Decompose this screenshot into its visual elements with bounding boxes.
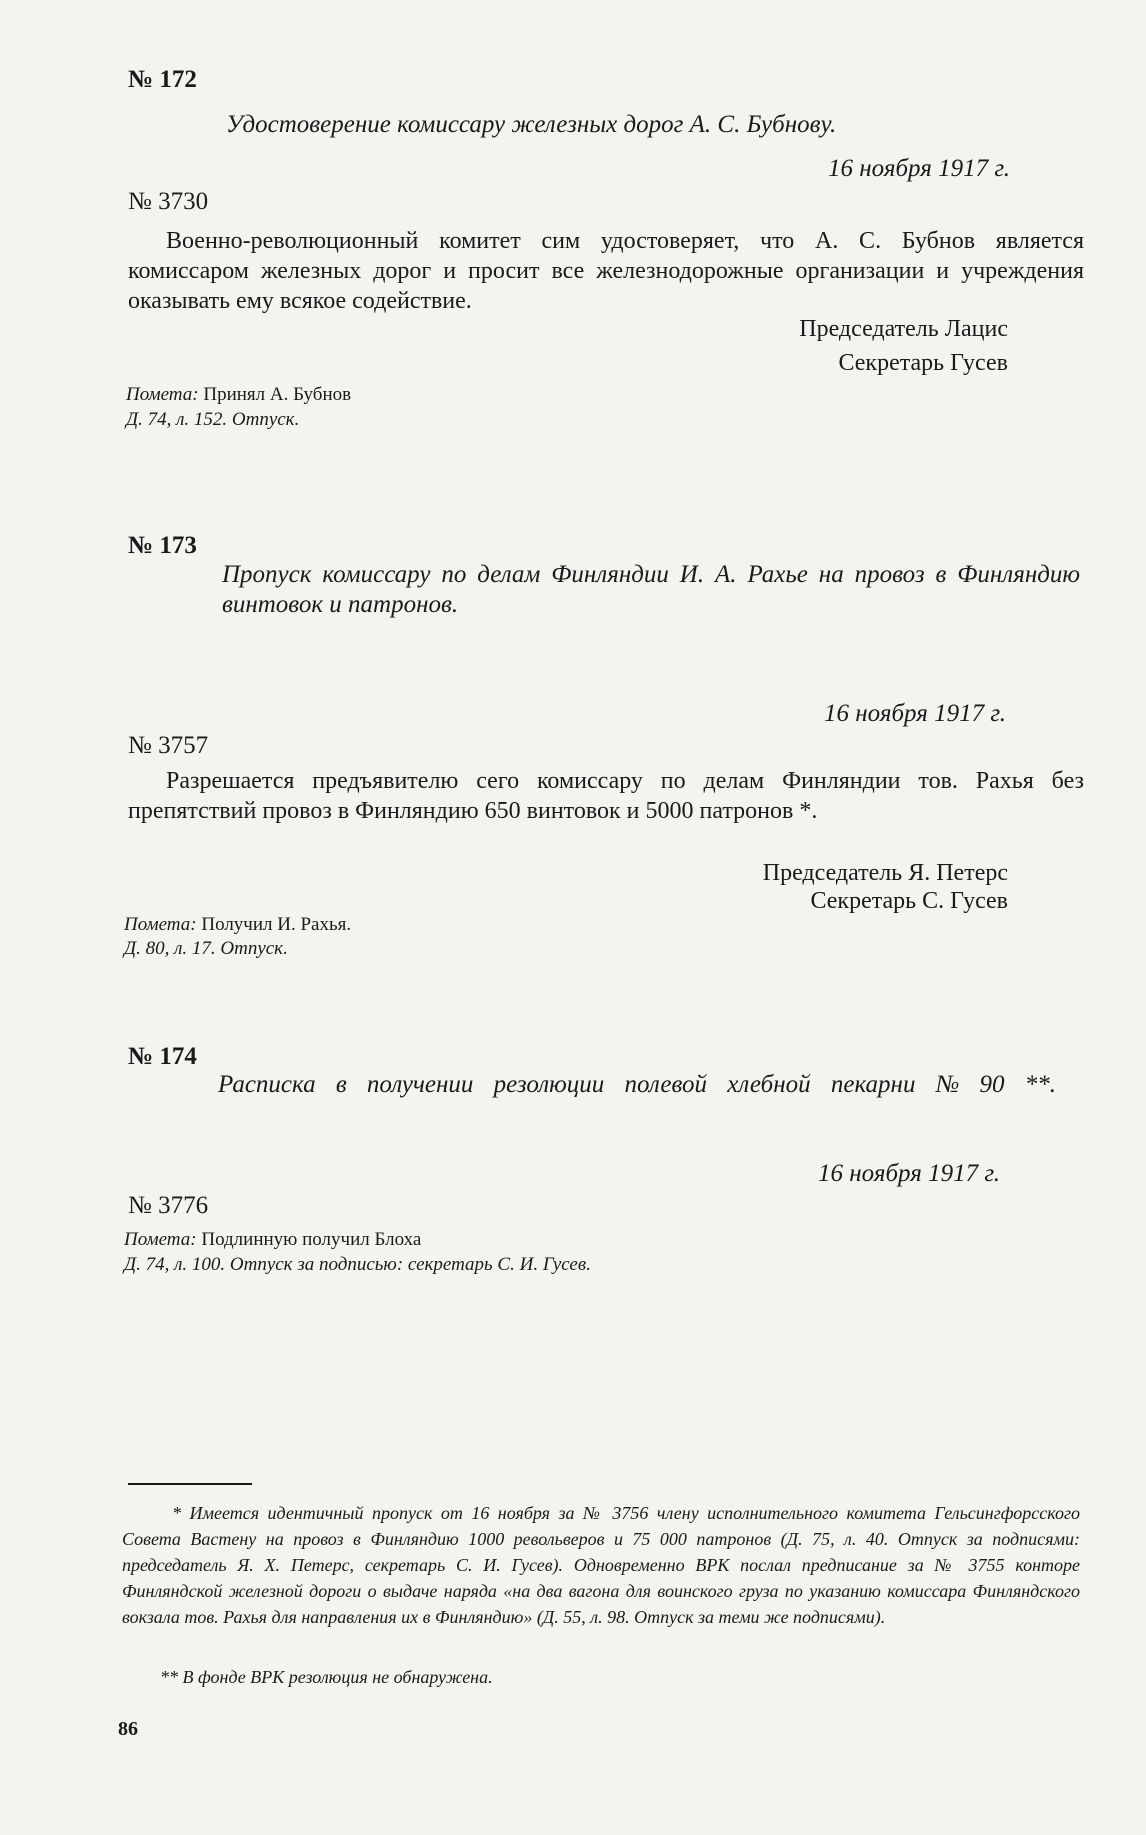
- doc-174-reg-number: № 3776: [128, 1192, 209, 1219]
- mark-text: Получил И. Рахья.: [201, 914, 352, 935]
- doc-173-source: [124, 937, 288, 961]
- doc-174-source: [124, 1253, 591, 1277]
- doc-174-date: 16 ноября 1917 г.: [818, 1160, 1000, 1187]
- mark-text: Принял А. Бубнов: [203, 384, 352, 405]
- mark-label: Помета:: [124, 1229, 197, 1250]
- doc-172-body: Военно-революционный комитет сим удостоверяет, что А. С. Бубнов является комиссаром железных дорог и просит все железнодорожные организации и учреждения оказывать ему всякое содействие.: [128, 228, 1084, 314]
- doc-172-number: № 172: [128, 66, 197, 93]
- doc-172-reg-number: № 3730: [128, 188, 209, 215]
- doc-173-title: Пропуск комиссару по делам Финляндии И. А. Рахье на провоз в Финляндию винтовок и патронов.: [222, 561, 1080, 618]
- doc-172-signature-secretary: Секретарь Гусев: [838, 350, 1008, 376]
- doc-173-number: № 173: [128, 532, 197, 559]
- doc-173-mark: [124, 913, 351, 937]
- doc-172-mark: [126, 383, 351, 407]
- page-number: 86: [118, 1718, 138, 1740]
- doc-172-signature-chair: Председатель Лацис: [799, 316, 1008, 342]
- source-text: Д. 80, л. 17. Отпуск.: [124, 938, 288, 959]
- mark-text: Подлинную получил Блоха: [201, 1229, 422, 1250]
- doc-173-signature-chair: Председатель Я. Петерс: [762, 860, 1008, 886]
- source-text: Д. 74, л. 152. Отпуск.: [126, 409, 300, 430]
- doc-174-title: Расписка в получении резолюции полевой хлебной пекарни № 90 **.: [218, 1071, 1057, 1098]
- doc-173-body: Разрешается предъявителю сего комиссару по делам Финляндии тов. Рахья без препятствий провоз в Финляндию 650 винтовок и 5000 патронов *.: [128, 768, 1084, 824]
- mark-label: Помета:: [124, 914, 197, 935]
- footnote-2: ** В фонде ВРК резолюция не обнаружена.: [160, 1667, 493, 1687]
- footnote-rule: [128, 1483, 252, 1485]
- mark-label: Помета:: [126, 384, 199, 405]
- source-text: Д. 74, л. 100. Отпуск за подписью: секретарь С. И. Гусев.: [124, 1254, 591, 1275]
- doc-174-number: № 174: [128, 1043, 197, 1070]
- doc-173-reg-number: № 3757: [128, 732, 209, 759]
- doc-173-signature-secretary: Секретарь С. Гусев: [810, 888, 1008, 914]
- doc-172-source: [126, 408, 299, 432]
- footnote-1: * Имеется идентичный пропуск от 16 ноября за № 3756 члену исполнительного комитета Гельсингфорсского Совета Вастену на провоз в Финляндию 1000 револьверов и 75 000 патронов (Д. 75, л. 40. Отпуск за подписями: председатель Я. Х. Петерс, секретарь С. И. Гусев). Одновременно ВРК послал предписание за № 3755 конторе Финляндской железной дороги о выдаче наряда «на два вагона для воинского груза по указанию комиссара Финляндского вокзала тов. Рахья для направления их в Финляндию» (Д. 55, л. 98. Отпуск за теми же подписями).: [122, 1503, 1080, 1627]
- doc-173-date: 16 ноября 1917 г.: [824, 700, 1006, 727]
- doc-174-mark: [124, 1228, 421, 1252]
- doc-172-date: 16 ноября 1917 г.: [828, 155, 1010, 182]
- doc-172-title: Удостоверение комиссару железных дорог А. С. Бубнову.: [226, 111, 837, 138]
